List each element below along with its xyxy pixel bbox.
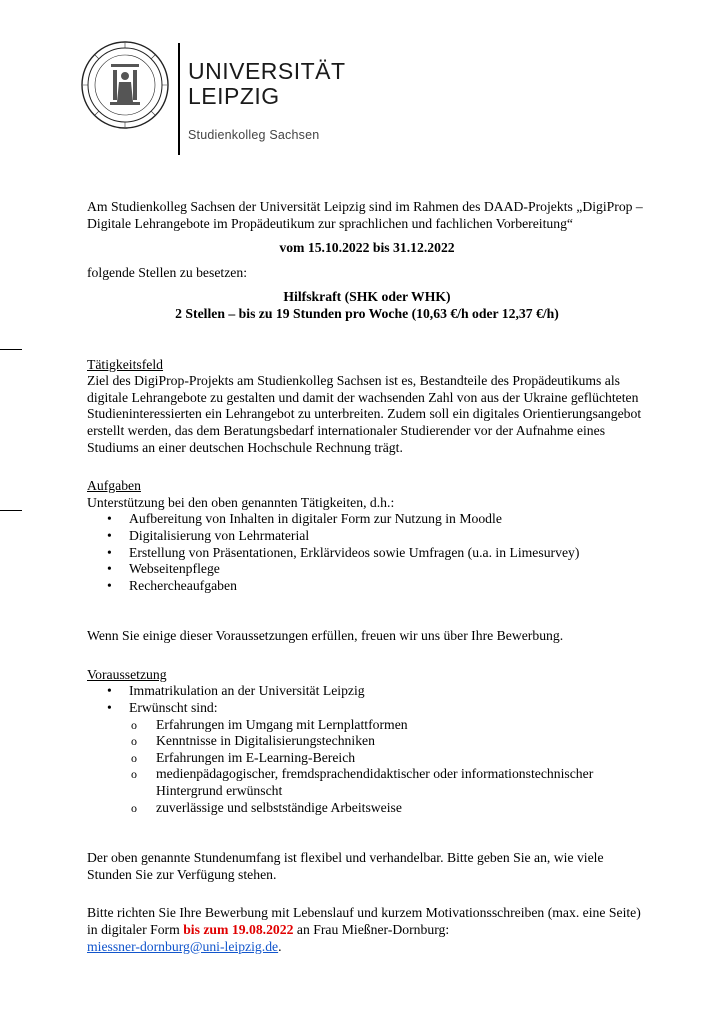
university-seal-icon: [80, 40, 170, 130]
aufgaben-lead: Unterstützung bei den oben genannten Tätigkeiten, d.h.:: [87, 494, 395, 510]
logo-divider: [178, 43, 180, 155]
kontakt-text-before: Bitte richten Sie Ihre Bewerbung mit Lebenslauf und kurzem Motivationsschreiben (max. eine Seite) in digitaler Form: [87, 905, 641, 937]
email-line: [87, 939, 647, 956]
list-item: • Webseitenpflege: [87, 561, 647, 578]
sublist-item: o Kenntnisse in Digitalisierungstechniken: [87, 733, 647, 750]
taetigkeitsfeld-heading: Tätigkeitsfeld: [87, 356, 164, 372]
position-detail: 2 Stellen – bis zu 19 Stunden pro Woche (10,63 €/h oder 12,37 €/h): [175, 305, 559, 321]
positions-lead: folgende Stellen zu besetzen:: [87, 264, 248, 280]
university-name-line1: UNIVERSITÄT: [188, 58, 346, 84]
deadline: bis zum 19.08.2022: [183, 922, 294, 937]
kontakt-paragraph: [87, 905, 647, 938]
voraussetzung-list: [87, 683, 647, 816]
taetigkeitsfeld-text: Ziel des DigiProp-Projekts am Studienkolleg Sachsen ist es, Bestandteile des Propädeutikums als digitale Lehrangebote zu gestalten und damit der wachsenden Zahl von aus der Ukraine geflüchteten Studieninteressierten ein Lehrangebot zu unterbreiten. Zudem soll ein digitales Orientierungsangebot erstellt werden, das dem Beratungsbedarf internationaler Studierender vor der Aufnahme eines Studiums an einer deutschen Hochschule Rechnung trägt.: [87, 373, 642, 455]
umfang-paragraph: Der oben genannte Stundenumfang ist flexibel und verhandelbar. Bitte geben Sie an, wie viele Stunden Sie zur Verfügung stehen.: [87, 850, 604, 882]
margin-marker: [0, 510, 22, 511]
aufgaben-heading: Aufgaben: [87, 478, 141, 494]
voraussetzung-sublist: [129, 717, 647, 817]
list-item: • Rechercheaufgaben: [87, 578, 647, 595]
email-suffix: .: [278, 938, 282, 954]
sublist-item: o zuverlässige und selbstständige Arbeitsweise: [87, 800, 647, 817]
list-item: • Erstellung von Präsentationen, Erklärvideos sowie Umfragen (u.a. in Limesurvey): [87, 545, 647, 562]
kontakt-text-after: an Frau Mießner-Dornburg:: [293, 922, 450, 937]
document-body: [87, 199, 647, 955]
list-item: • Immatrikulation an der Universität Leipzig: [87, 683, 647, 700]
period: vom 15.10.2022 bis 31.12.2022: [279, 240, 455, 256]
university-name-line2: LEIPZIG: [188, 83, 280, 109]
sublist-item: o Erfahrungen im Umgang mit Lernplattformen: [87, 717, 647, 734]
list-item-label: Erwünscht sind:: [129, 700, 218, 716]
institute-name: Studienkolleg Sachsen: [188, 128, 320, 142]
sublist-item: o Erfahrungen im E-Learning-Bereich: [87, 750, 647, 767]
margin-marker: [0, 349, 22, 350]
voraussetzung-heading: Voraussetzung: [87, 666, 167, 682]
university-name: [188, 59, 346, 109]
list-item: • Aufbereitung von Inhalten in digitaler Form zur Nutzung in Moodle: [87, 511, 647, 528]
list-item: [87, 700, 647, 816]
position-title: Hilfskraft (SHK oder WHK): [283, 289, 451, 305]
email-link[interactable]: miessner-dornburg@uni-leipzig.de: [87, 938, 279, 954]
aufgaben-list: [87, 511, 647, 594]
list-item: • Digitalisierung von Lehrmaterial: [87, 528, 647, 545]
intro-paragraph: Am Studienkolleg Sachsen der Universität Leipzig sind im Rahmen des DAAD-Projekts „DigiProp – Digitale Lehrangebote im Propädeutikum zur sprachlichen und fachlichen Vorbereitung“: [87, 199, 643, 231]
sublist-item: o medienpädagogischer, fremdsprachendidaktischer oder informationstechnischer Hintergrund erwünscht: [87, 766, 647, 799]
bewerbung-hinweis: Wenn Sie einige dieser Voraussetzungen erfüllen, freuen wir uns über Ihre Bewerbung.: [87, 628, 564, 644]
